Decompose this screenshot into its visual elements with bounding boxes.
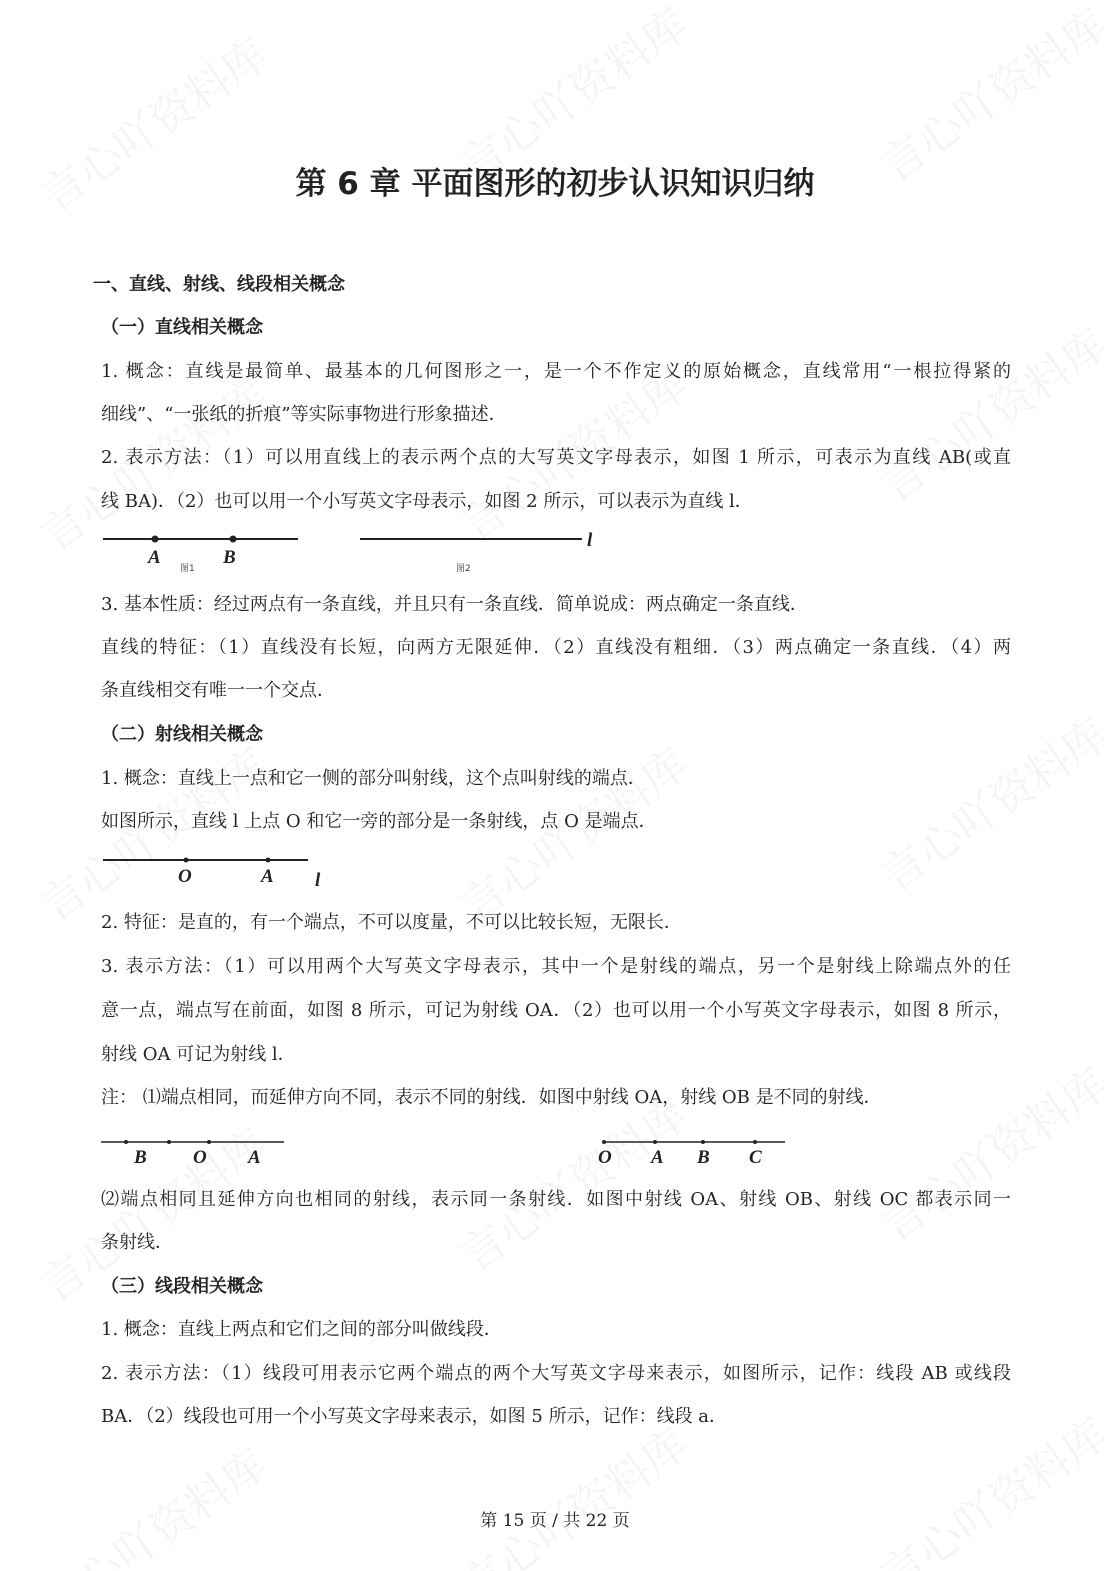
paragraph-line: 2. 特征：是直的，有一个端点，不可以度量，不可以比较长短，无限长． — [101, 912, 682, 933]
ray-label-l: l — [315, 870, 321, 891]
fig1-point-a — [152, 536, 159, 543]
rays-same-label-o: O — [598, 1147, 612, 1168]
page-title: 第 6 章 平面图形的初步认识知识归纳 — [295, 166, 815, 202]
page-footer: 第 15 页 / 共 22 页 — [480, 1511, 630, 1531]
fig2-label: l — [587, 530, 593, 551]
rays-diff-point-b — [124, 1140, 128, 1144]
rays-same-point-o — [602, 1140, 606, 1144]
paragraph-line: 3. 基本性质：经过两点有一条直线，并且只有一条直线．简单说成：两点确定一条直线． — [101, 594, 808, 615]
paragraph-line: 射线 OA 可记为射线 l． — [101, 1044, 296, 1065]
paragraph-line: 线 BA)．（2）也可以用一个小写英文字母表示，如图 2 所示，可以表示为直线 l． — [101, 491, 753, 512]
section-heading: （一）直线相关概念 — [101, 317, 263, 338]
rays-diff-point-a — [207, 1140, 211, 1144]
rays-diff-label-b: B — [134, 1147, 147, 1168]
rays-same-point-b — [701, 1140, 705, 1144]
paragraph-line: 1. 概念：直线上一点和它一侧的部分叫射线，这个点叫射线的端点． — [101, 768, 646, 789]
rays-same-point-a — [653, 1140, 657, 1144]
ray-label-o: O — [178, 866, 192, 887]
fig1-label-a: A — [148, 547, 161, 568]
rays-same-label-b: B — [697, 1147, 710, 1168]
paragraph-line: 注： ⑴端点相同，而延伸方向不同，表示不同的射线．如图中射线 OA，射线 OB 是不同的射线． — [101, 1087, 882, 1108]
rays-same-point-c — [753, 1140, 757, 1144]
ray-point-o — [184, 858, 189, 863]
rays-diff-point-o — [167, 1140, 171, 1144]
paragraph-line: 2. 表示方法：（1）可以用直线上的表示两个点的大写英文字母表示，如图 1 所示，可表示为直线 AB(或直 — [101, 447, 1011, 468]
paragraph-line: 2. 表示方法：（1）线段可用表示它两个端点的两个大写英文字母来表示，如图所示，记作：线段 AB 或线段 — [101, 1363, 1011, 1384]
fig1-point-b — [230, 536, 237, 543]
section-heading: 一、直线、射线、线段相关概念 — [93, 274, 345, 295]
paragraph-line: 直线的特征：（1）直线没有长短，向两方无限延伸．（2）直线没有粗细．（3）两点确定一条直线．（4）两 — [101, 637, 1011, 658]
paragraph-line: 意一点，端点写在前面，如图 8 所示，可记为射线 OA．（2）也可以用一个小写英文字母表示，如图 8 所示， — [101, 1000, 1011, 1021]
paragraph-line: 条直线相交有唯一一个交点． — [101, 680, 335, 701]
section-heading: （二）射线相关概念 — [101, 724, 263, 745]
fig1-label-b: B — [223, 547, 236, 568]
fig1-caption: 图1 — [180, 564, 195, 574]
paragraph-line: 1. 概念：直线是最简单、最基本的几何图形之一，是一个不作定义的原始概念，直线常用“一根拉得紧的 — [101, 361, 1011, 382]
paragraph-line: 细线”、“一张纸的折痕”等实际事物进行形象描述． — [101, 404, 507, 425]
paragraph-line: 3. 表示方法：（1）可以用两个大写英文字母表示，其中一个是射线的端点，另一个是射线上除端点外的任 — [101, 956, 1011, 977]
paragraph-line: 条射线． — [101, 1232, 173, 1253]
paragraph-line: 1. 概念：直线上两点和它们之间的部分叫做线段． — [101, 1319, 502, 1340]
section-heading: （三）线段相关概念 — [101, 1276, 263, 1297]
rays-same-label-c: C — [749, 1147, 762, 1168]
paragraph-line: BA．（2）线段也可用一个小写英文字母来表示，如图 5 所示，记作：线段 a． — [101, 1406, 728, 1427]
paragraph-line: 如图所示，直线 l 上点 O 和它一旁的部分是一条射线，点 O 是端点． — [101, 811, 657, 832]
rays-same-label-a: A — [651, 1147, 664, 1168]
fig2-caption: 图2 — [456, 564, 471, 574]
paragraph-line: ⑵端点相同且延伸方向也相同的射线，表示同一条射线．如图中射线 OA、射线 OB、射线 OC 都表示同一 — [101, 1189, 1011, 1210]
ray-label-a: A — [261, 866, 274, 887]
rays-diff-label-a: A — [248, 1147, 261, 1168]
rays-diff-label-o: O — [193, 1147, 207, 1168]
ray-point-a — [266, 858, 271, 863]
